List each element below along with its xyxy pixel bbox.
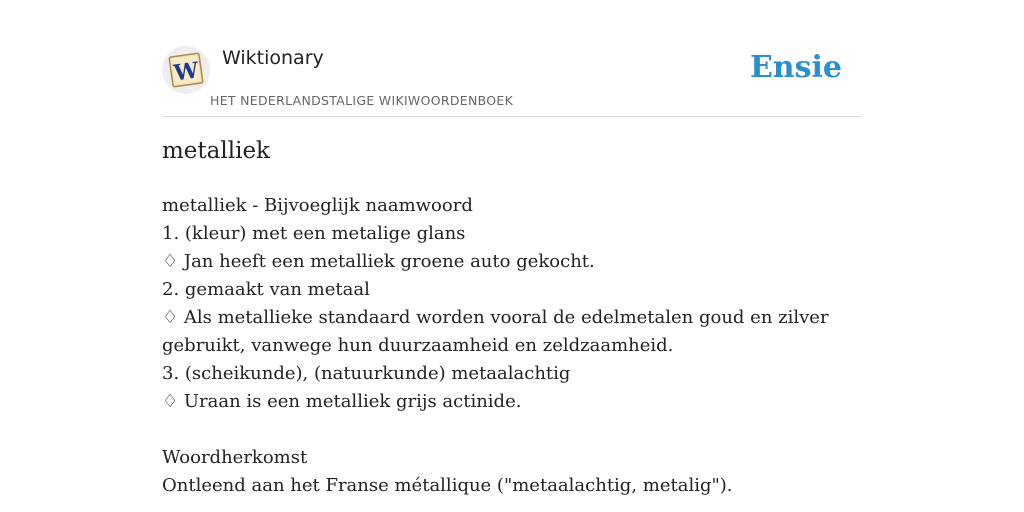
example-line-1: ♢ Jan heeft een metalliek groene auto gekocht. [162, 251, 595, 272]
definition-line-2: 2. gemaakt van metaal [162, 279, 370, 300]
ensie-brand-link[interactable]: Ensie [749, 50, 842, 85]
entry-content [162, 192, 862, 500]
page-title: metalliek [162, 138, 270, 164]
definition-line-1: 1. (kleur) met een metalige glans [162, 223, 466, 244]
spacer [162, 416, 862, 444]
site-name[interactable]: Wiktionary [222, 47, 324, 69]
logo-letter: W [172, 57, 201, 87]
site-subtitle: HET NEDERLANDSTALIGE WIKIWOORDENBOEK [210, 93, 514, 108]
wiktionary-logo-icon [162, 46, 210, 94]
etymology-text: Ontleend aan het Franse métallique ("metaalachtig, metalig"). [162, 475, 733, 496]
example-line-2b: gebruikt, vanwege hun duurzaamheid en zeldzaamheid. [162, 335, 674, 356]
example-line-3: ♢ Uraan is een metalliek grijs actinide. [162, 391, 522, 412]
definition-line-pos: metalliek - Bijvoeglijk naamwoord [162, 195, 473, 216]
site-header [162, 46, 862, 117]
wiktionary-logo[interactable] [162, 46, 210, 94]
definition-line-3: 3. (scheikunde), (natuurkunde) metaalachtig [162, 363, 571, 384]
etymology-heading: Woordherkomst [162, 447, 308, 468]
example-line-2a: ♢ Als metallieke standaard worden vooral de edelmetalen goud en zilver [162, 307, 829, 328]
